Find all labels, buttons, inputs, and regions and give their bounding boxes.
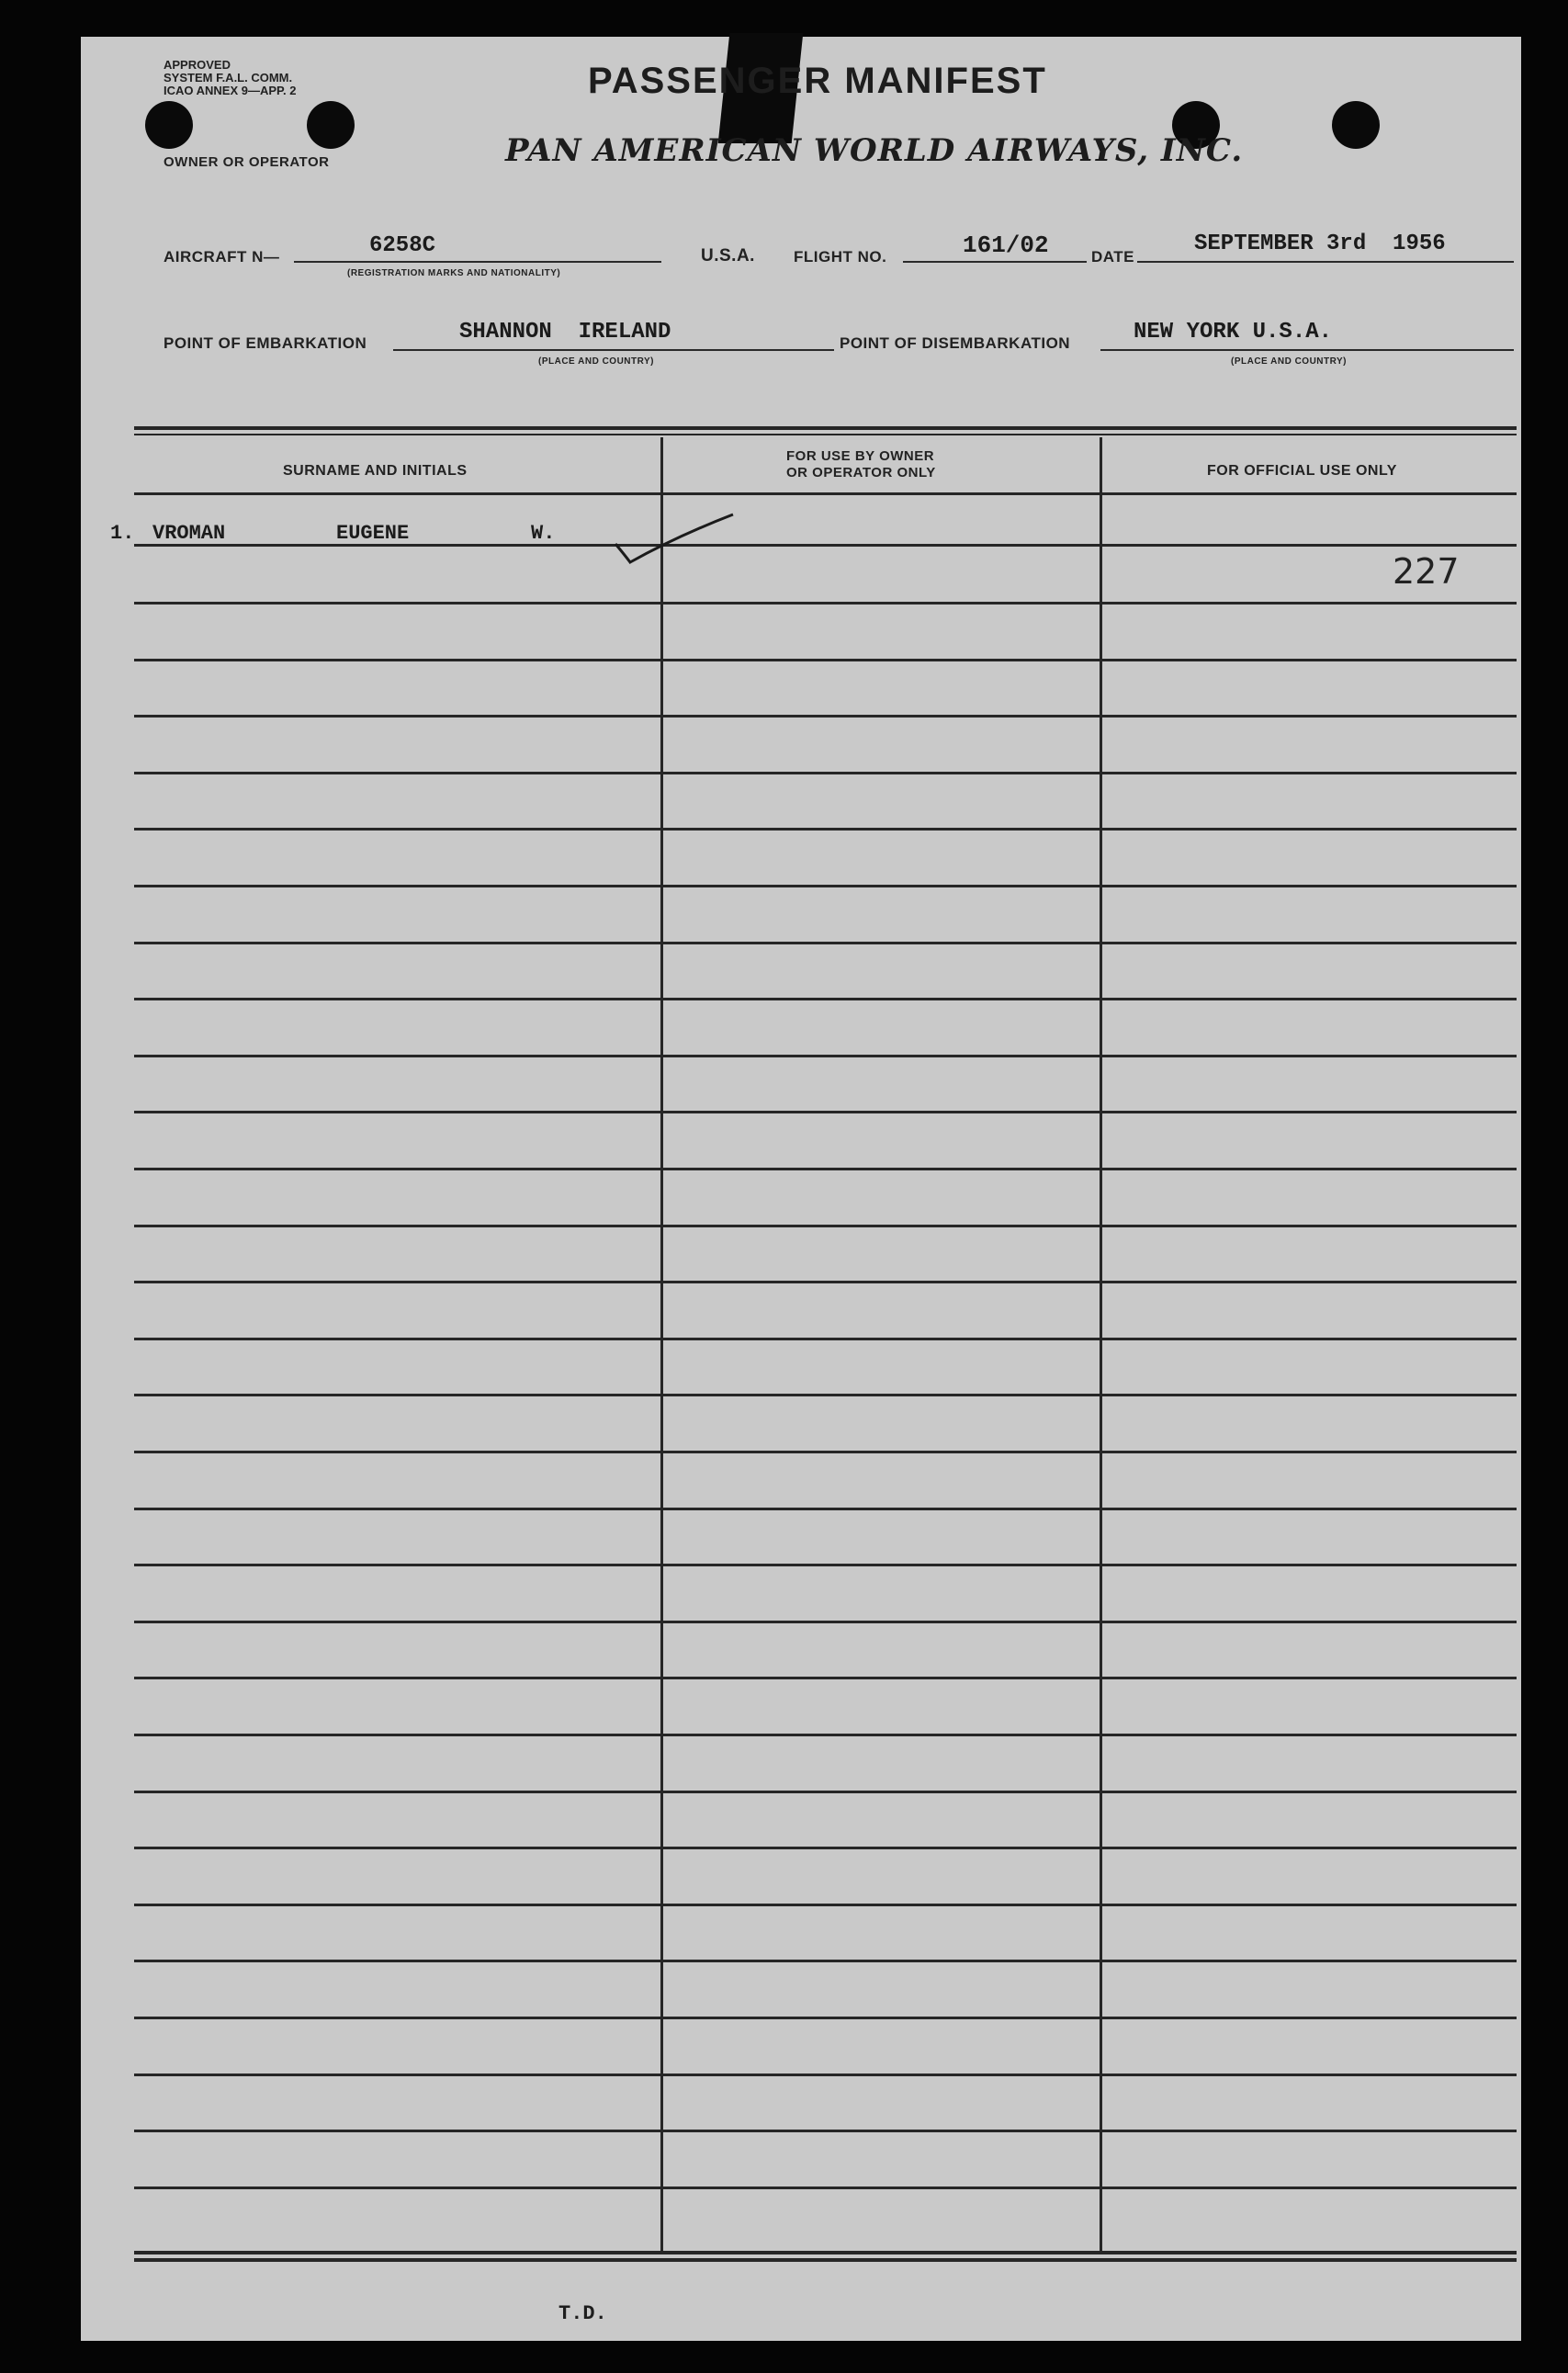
disembark-underline <box>1100 349 1514 351</box>
official-number: 227 <box>1393 551 1460 592</box>
row-rule <box>134 2130 1517 2132</box>
disembark-place: NEW YORK U.S.A. <box>1134 320 1333 345</box>
row-rule <box>134 1621 1517 1623</box>
manifest-sheet <box>81 37 1521 2341</box>
passenger-initial: W. <box>531 522 556 545</box>
punch-hole <box>307 101 355 149</box>
row-rule <box>134 2017 1517 2019</box>
flight-number: 161/02 <box>963 232 1049 259</box>
embark-label: POINT OF EMBARKATION <box>164 334 367 352</box>
aircraft-label: AIRCRAFT N— <box>164 248 280 266</box>
row-rule <box>134 1111 1517 1113</box>
row-rule <box>134 1055 1517 1057</box>
check-mark-icon <box>612 509 740 573</box>
punch-hole <box>1332 101 1380 149</box>
flight-label: FLIGHT NO. <box>794 248 887 266</box>
col-owner-header-line2: OR OPERATOR ONLY <box>786 465 936 480</box>
table-top-rule <box>134 426 1517 430</box>
approved-line: ICAO ANNEX 9—APP. 2 <box>164 84 297 97</box>
table-top-rule <box>134 434 1517 435</box>
approved-stamp <box>164 59 297 97</box>
row-rule <box>134 602 1517 605</box>
row-rule <box>134 1168 1517 1170</box>
row-rule <box>134 942 1517 944</box>
flight-underline <box>903 261 1087 263</box>
airline-name: PAN AMERICAN WORLD AIRWAYS, INC. <box>505 132 1244 169</box>
row-rule <box>134 1508 1517 1510</box>
column-divider <box>660 437 663 2253</box>
owner-label: OWNER OR OPERATOR <box>164 154 330 170</box>
embark-place: SHANNON IRELAND <box>459 320 671 345</box>
disembark-caption: (PLACE AND COUNTRY) <box>1231 356 1347 367</box>
row-rule <box>134 1791 1517 1793</box>
flight-date: SEPTEMBER 3rd 1956 <box>1194 232 1446 256</box>
col-official-header: FOR OFFICIAL USE ONLY <box>1207 463 1397 479</box>
row-rule <box>134 885 1517 887</box>
row-rule <box>134 1677 1517 1679</box>
row-rule <box>134 1564 1517 1566</box>
date-underline <box>1137 261 1514 263</box>
row-rule <box>134 492 1517 495</box>
row-rule <box>134 715 1517 718</box>
row-rule <box>134 1451 1517 1453</box>
row-rule <box>134 2251 1517 2254</box>
row-rule <box>134 1338 1517 1340</box>
row-rule <box>134 2187 1517 2189</box>
row-rule <box>134 1904 1517 1906</box>
embark-underline <box>393 349 834 351</box>
row-rule <box>134 828 1517 831</box>
row-rule <box>134 2258 1517 2262</box>
row-rule <box>134 1847 1517 1849</box>
row-rule <box>134 772 1517 774</box>
registration-caption: (REGISTRATION MARKS AND NATIONALITY) <box>347 268 561 278</box>
row-rule <box>134 1394 1517 1396</box>
col-owner-header-line1: FOR USE BY OWNER <box>786 448 935 464</box>
column-divider <box>1100 437 1102 2253</box>
approved-line: SYSTEM F.A.L. COMM. <box>164 71 293 85</box>
date-label: DATE <box>1091 248 1135 266</box>
aircraft-number: 6258C <box>369 233 436 258</box>
aircraft-underline <box>294 261 661 263</box>
punch-hole <box>145 101 193 149</box>
passenger-given-name: EUGENE <box>336 522 410 545</box>
td-label: T.D. <box>558 2302 607 2325</box>
passenger-surname: VROMAN <box>152 522 226 545</box>
approved-line: APPROVED <box>164 58 231 72</box>
row-rule <box>134 659 1517 661</box>
row-rule <box>134 1281 1517 1283</box>
page-title: PASSENGER MANIFEST <box>588 61 1047 101</box>
embark-caption: (PLACE AND COUNTRY) <box>538 356 654 367</box>
row-number: 1. <box>110 522 135 545</box>
row-rule <box>134 1734 1517 1736</box>
row-rule <box>134 1960 1517 1962</box>
usa-label: U.S.A. <box>701 246 755 266</box>
row-rule <box>134 998 1517 1000</box>
col-surname-header: SURNAME AND INITIALS <box>283 463 468 479</box>
row-rule <box>134 1225 1517 1227</box>
disembark-label: POINT OF DISEMBARKATION <box>840 334 1071 352</box>
row-rule <box>134 2074 1517 2076</box>
